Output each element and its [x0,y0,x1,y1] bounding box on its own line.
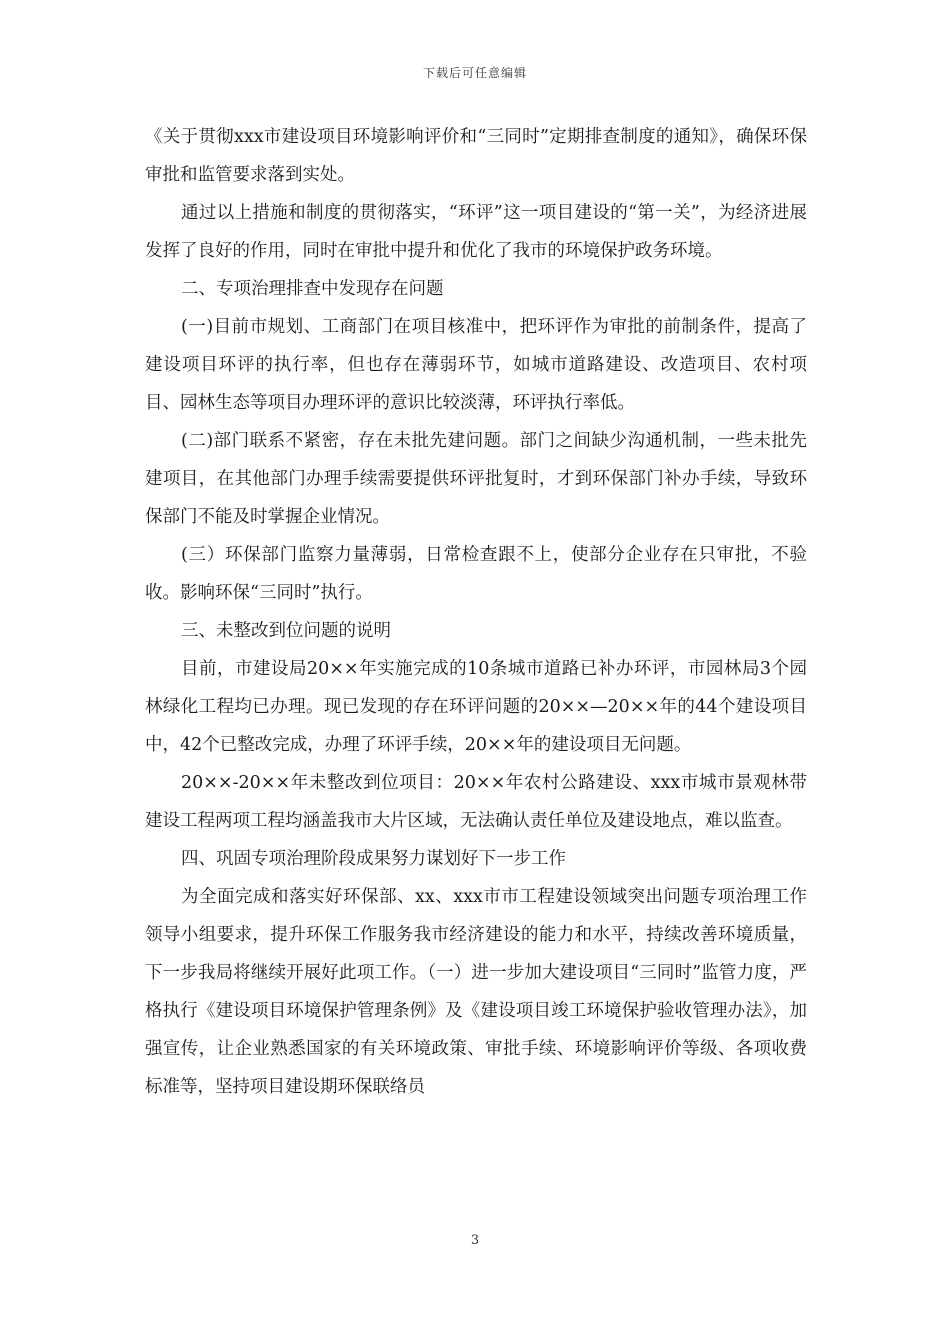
document-body [145,118,807,1106]
paragraph-problem-1: (一)目前市规划、工商部门在项目核准中，把环评作为审批的前制条件，提高了建设项目环评的执行率，但也存在薄弱环节，如城市道路建设、改造项目、农村项目、园林生态等项目办理环评的意识比较淡薄，环评执行率低。 [145,317,807,413]
paragraph-notice-reference: 《关于贯彻xxx市建设项目环境影响评价和“三同时”定期排查制度的通知》，确保环保审批和监管要求落到实处。 [145,127,807,185]
paragraph-next-steps: 为全面完成和落实好环保部、xx、xxx市市工程建设领域突出问题专项治理工作领导小组要求，提升环保工作服务我市经济建设的能力和水平，持续改善环境质量，下一步我局将继续开展好此项工作。（一）进一步加大建设项目“三同时”监管力度，严格执行《建设项目环境保护管理条例》及《建设项目竣工环境保护验收管理办法》，加强宣传，让企业熟悉国家的有关环境政策、审批手续、环境影响评价等级、各项收费标准等，坚持项目建设期环保联络员 [145,887,807,1097]
section-heading-problems: 二、专项治理排查中发现存在问题 [181,279,444,299]
page-header-note: 下载后可任意编辑 [422,66,527,80]
section-heading-next-steps: 四、巩固专项治理阶段成果努力谋划好下一步工作 [181,849,566,869]
paragraph-unrectified-status: 目前，市建设局20××年实施完成的10条城市道路已补办环评，市园林局3个园林绿化工程均已办理。现已发现的存在环评问题的20××—20××年的44个建设项目中，42个已整改完成，办理了环评手续，20××年的建设项目无问题。 [145,659,807,755]
paragraph-measures-summary: 通过以上措施和制度的贯彻落实，“环评”这一项目建设的“第一关”，为经济进展发挥了良好的作用，同时在审批中提升和优化了我市的环境保护政务环境。 [145,203,807,261]
paragraph-problem-3: (三）环保部门监察力量薄弱，日常检查跟不上，使部分企业存在只审批，不验收。影响环保“三同时”执行。 [145,545,807,603]
page-number: 3 [470,1233,480,1248]
section-heading-unrectified: 三、未整改到位问题的说明 [181,621,391,641]
paragraph-problem-2: (二)部门联系不紧密，存在未批先建问题。部门之间缺少沟通机制，一些未批先建项目，在其他部门办理手续需要提供环评批复时，才到环保部门补办手续，导致环保部门不能及时掌握企业情况。 [145,431,807,527]
paragraph-unrectified-projects: 20××-20××年未整改到位项目：20××年农村公路建设、xxx市城市景观林带建设工程两项工程均涵盖我市大片区域，无法确认责任单位及建设地点，难以监查。 [145,773,807,831]
